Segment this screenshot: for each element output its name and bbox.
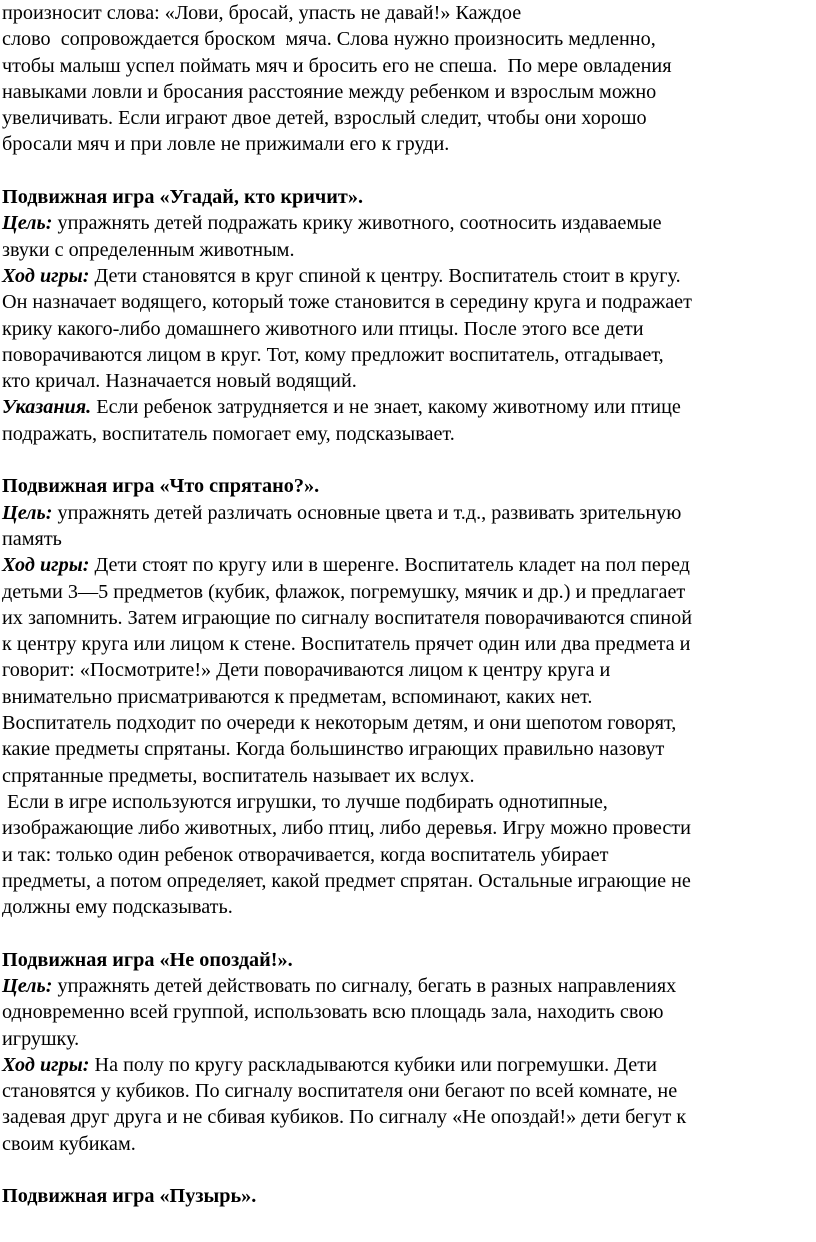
text-line: игрушку. — [2, 1027, 80, 1050]
text-line: увеличивать. Если играют двое детей, взрослый следит, чтобы они хорошо — [2, 107, 647, 130]
text-line: кто кричал. Назначается новый водящий. — [2, 370, 357, 393]
goal-label: Цель: — [2, 974, 53, 997]
text-line: память — [2, 527, 62, 550]
text-line: предметы, а потом определяет, какой предмет спрятан. Остальные играющие не — [2, 869, 691, 892]
text-line: своим кубикам. — [2, 1132, 136, 1155]
text-line: изображающие либо животных, либо птиц, либо деревья. Игру можно провести — [2, 817, 691, 840]
text-line: должны ему подсказывать. — [2, 896, 233, 919]
text-line: бросали мяч и при ловле не прижимали его к груди. — [2, 133, 450, 156]
text-line: спрятанные предметы, воспитатель называет их вслух. — [2, 764, 475, 787]
course-line — [2, 263, 816, 289]
text-line: к центру круга или лицом к стене. Воспитатель прячет один или два предмета и — [2, 633, 691, 656]
goal-line — [2, 973, 816, 999]
goal-label: Цель: — [2, 212, 53, 235]
text-line: детьми 3—5 предметов (кубик, флажок, погремушку, мячик и др.) и предлагает — [2, 580, 686, 603]
goal-line — [2, 500, 816, 526]
game-section-what-is-hidden — [2, 473, 816, 920]
text-line: слово сопровождается броском мяча. Слова нужно произносить медленно, — [2, 28, 656, 51]
course-text: На полу по кругу раскладываются кубики или погремушки. Дети — [89, 1053, 657, 1076]
text-line: чтобы малыш успел поймать мяч и бросить его не спеша. По мере овладения — [2, 54, 672, 77]
course-line — [2, 552, 816, 578]
goal-text: упражнять детей действовать по сигналу, бегать в разных направлениях — [52, 974, 677, 997]
text-line: навыками ловли и бросания расстояние между ребенком и взрослым можно — [2, 80, 657, 103]
text-line: Он назначает водящего, который тоже становится в середину круга и подражает — [2, 291, 692, 314]
goal-line — [2, 210, 816, 236]
notes-text: Если ребенок затрудняется и не знает, какому животному или птице — [91, 396, 681, 419]
text-line: какие предметы спрятаны. Когда большинство играющих правильно назовут — [2, 738, 665, 761]
goal-label: Цель: — [2, 501, 53, 524]
text-line: одновременно всей группой, использовать всю площадь зала, находить свою — [2, 1001, 664, 1024]
section-heading: Подвижная игра «Не опоздай!». — [2, 948, 293, 971]
notes-line — [2, 394, 816, 420]
text-line: Воспитатель подходит по очереди к некоторым детям, и они шепотом говорят, — [2, 712, 677, 735]
text-line: внимательно присматриваются к предметам, вспоминают, каких нет. — [2, 685, 593, 708]
section-heading: Подвижная игра «Пузырь». — [2, 1185, 257, 1208]
text-line: звуки с определенным животным. — [2, 238, 295, 261]
intro-paragraph — [2, 0, 816, 158]
blank-line — [2, 1157, 816, 1183]
text-line: Если в игре используются игрушки, то лучше подбирать однотипные, — [2, 790, 608, 813]
text-line: произносит слова: «Лови, бросай, упасть не давай!» Каждое — [2, 2, 522, 24]
text-line: крику какого-либо домашнего животного или птицы. После этого все дети — [2, 317, 644, 340]
text-line: и так: только один ребенок отворачивается, когда воспитатель убирает — [2, 843, 609, 866]
game-section-dont-be-late — [2, 947, 816, 1157]
blank-line — [2, 158, 816, 184]
notes-label: Указания. — [2, 396, 92, 419]
goal-text: упражнять детей подражать крику животного, соотносить издаваемые — [52, 212, 662, 235]
text-line: задевая друг друга и не сбивая кубиков. По сигналу «Не опоздай!» дети бегут к — [2, 1106, 687, 1129]
text-line: говорит: «Посмотрите!» Дети поворачиваются лицом к центру круга и — [2, 659, 611, 682]
goal-text: упражнять детей различать основные цвета и т.д., развивать зрительную — [52, 501, 682, 524]
section-heading: Подвижная игра «Что спрятано?». — [2, 475, 320, 498]
course-text: Дети стоят по кругу или в шеренге. Воспитатель кладет на пол перед — [89, 554, 690, 577]
blank-line — [2, 447, 816, 473]
course-label: Ход игры: — [2, 1053, 90, 1076]
course-label: Ход игры: — [2, 264, 90, 287]
course-text: Дети становятся в круг спиной к центру. Воспитатель стоит в кругу. — [89, 264, 681, 287]
game-section-guess-who — [2, 184, 816, 447]
course-line — [2, 1052, 816, 1078]
text-line: подражать, воспитатель помогает ему, подсказывает. — [2, 422, 455, 445]
section-heading: Подвижная игра «Угадай, кто кричит». — [2, 186, 363, 209]
game-section-bubble — [2, 1183, 816, 1209]
text-line: становятся у кубиков. По сигналу воспитателя они бегают по всей комнате, не — [2, 1080, 678, 1103]
course-label: Ход игры: — [2, 554, 90, 577]
text-line: их запомнить. Затем играющие по сигналу воспитателя поворачиваются спиной — [2, 606, 693, 629]
blank-line — [2, 920, 816, 946]
text-line: поворачиваются лицом в круг. Тот, кому предложит воспитатель, отгадывает, — [2, 343, 664, 366]
